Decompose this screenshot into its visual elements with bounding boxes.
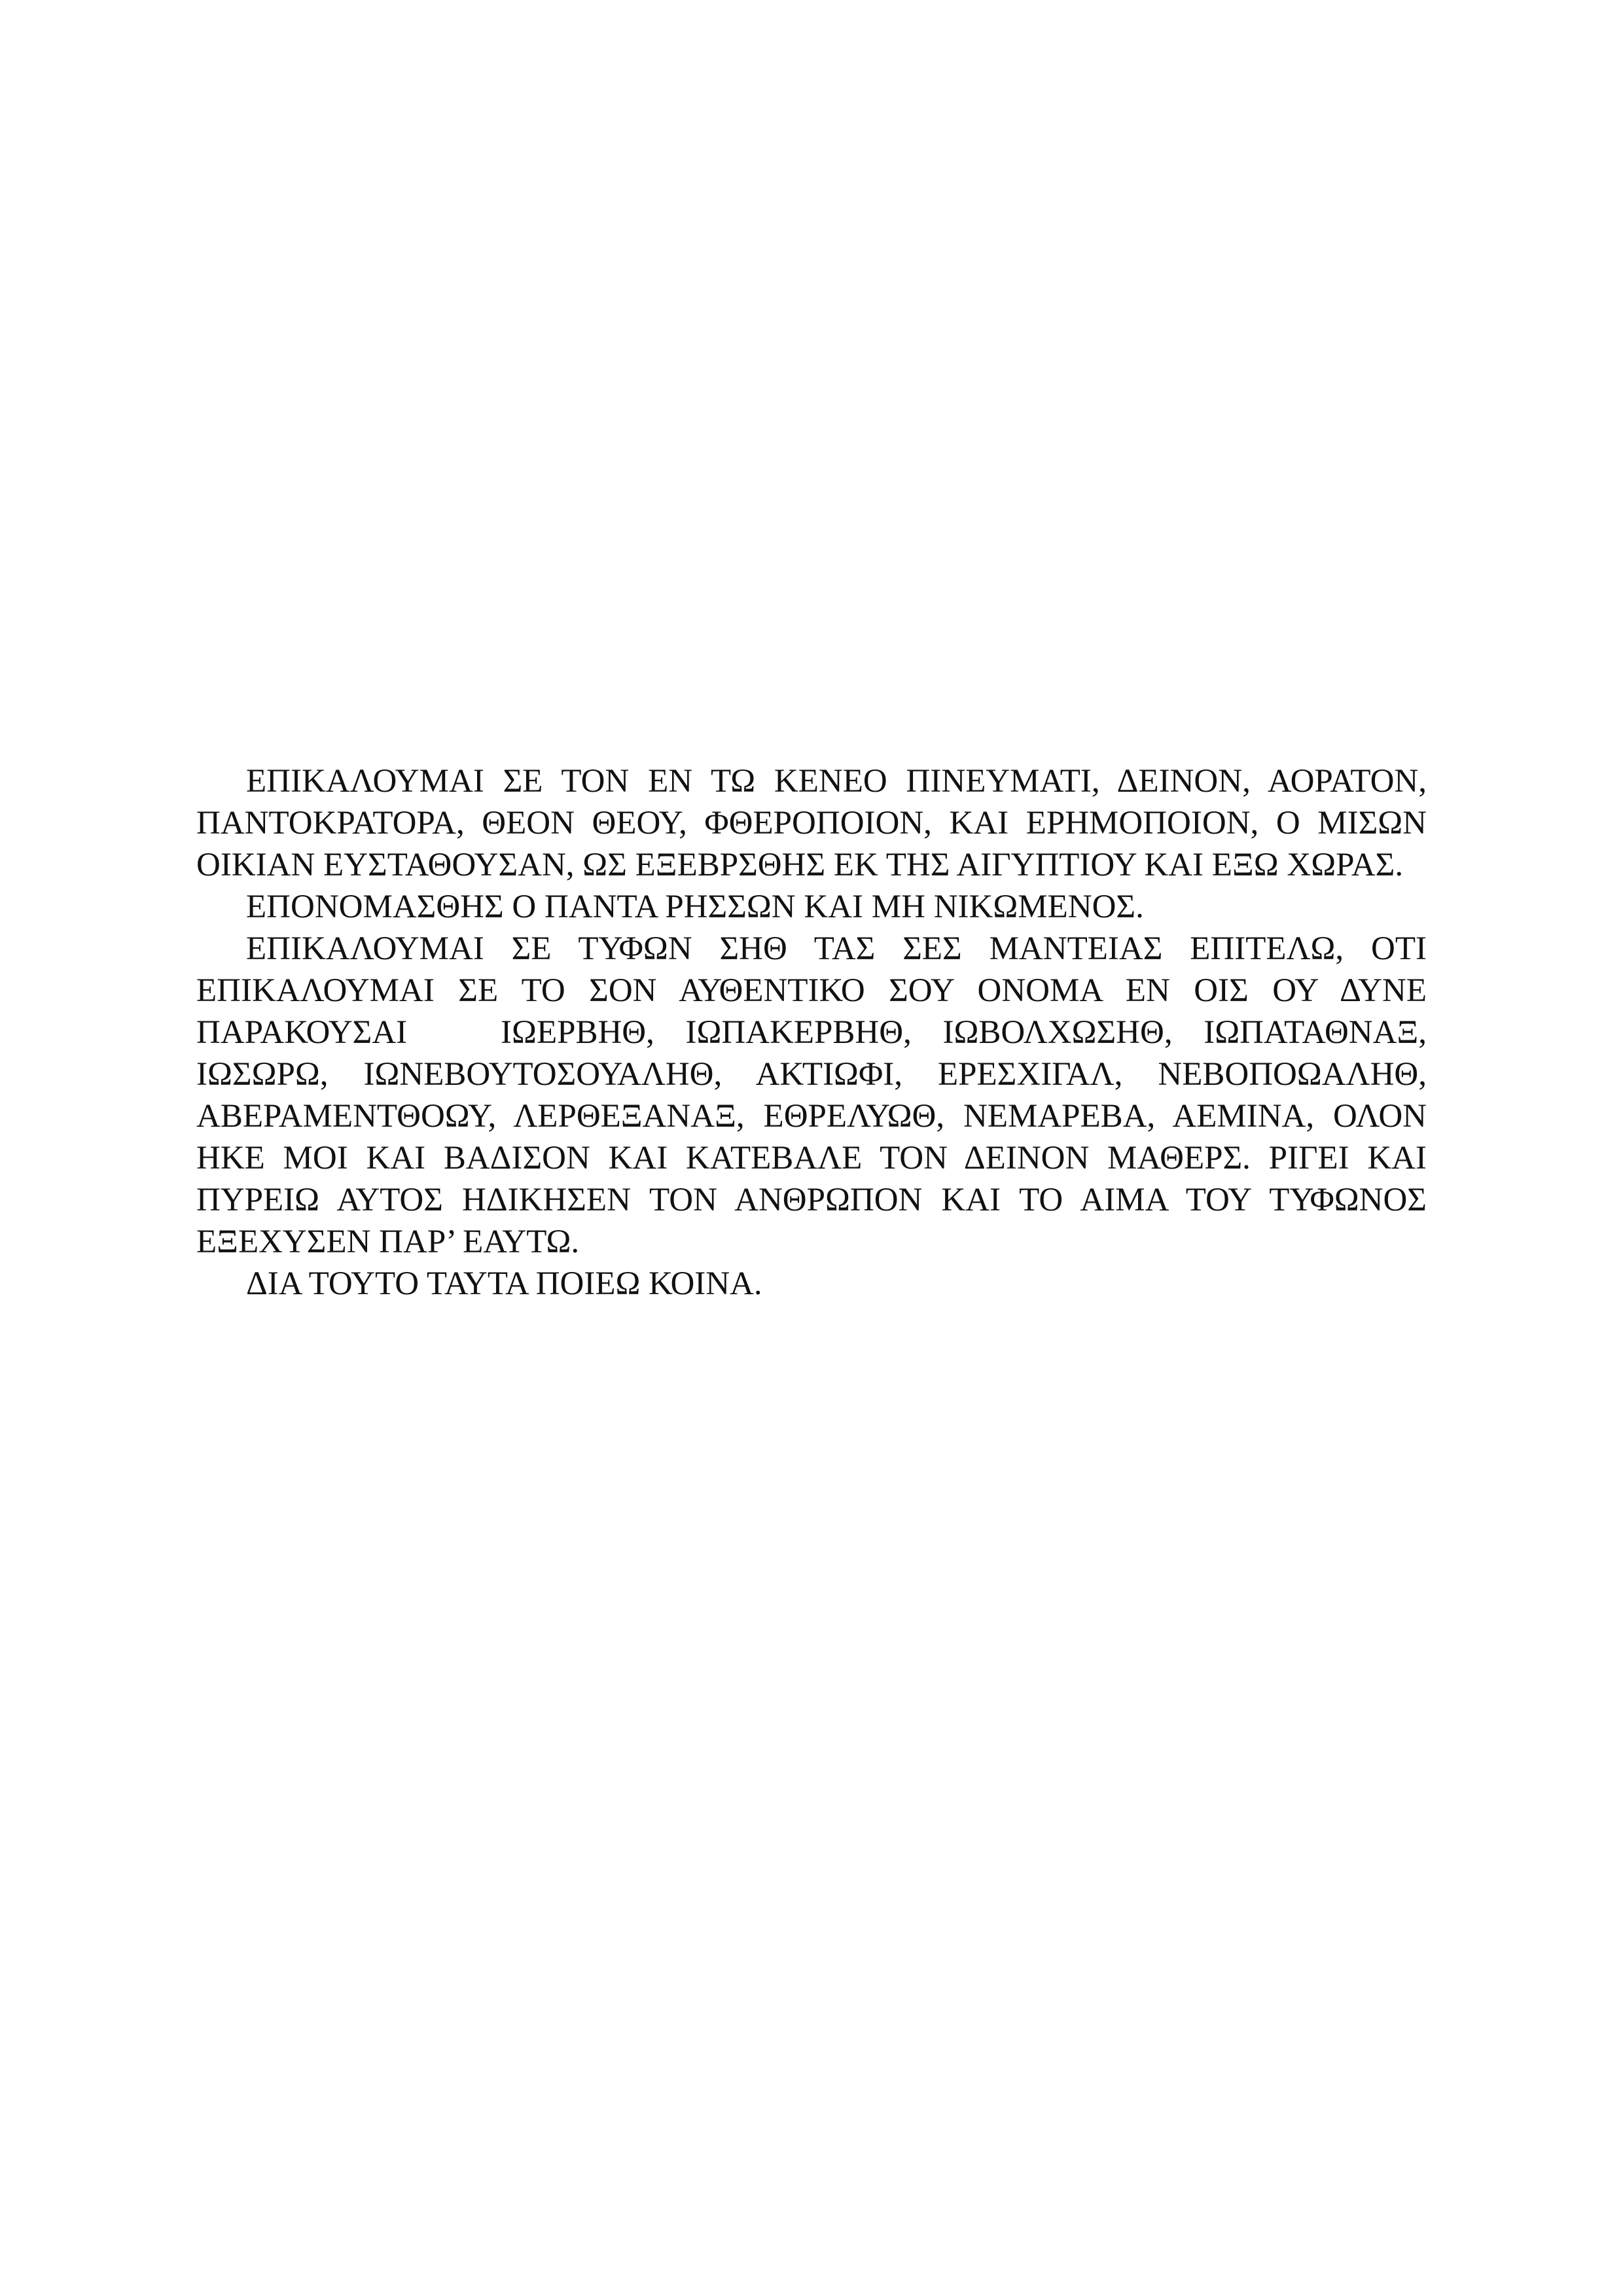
paragraph-typhon-invocation: ΕΠΙΚΑΛΟΥΜΑΙ ΣΕ ΤΥΦΩΝ ΣΗΘ ΤΑΣ ΣΕΣ ΜΑΝΤΕΙΑΣ ΕΠΙΤΕΛΩ, ΟΤΙ ΕΠΙΚΑΛΟΥΜΑΙ ΣΕ ΤΟ ΣΟΝ ΑΥΘΕΝΤΙΚΟ ΣΟΥ ΟΝΟΜΑ ΕΝ ΟΙΣ ΟΥ ΔΥΝΕ ΠΑΡΑΚΟΥΣΑΙ ΙΩΕΡΒΗΘ, ΙΩΠΑΚΕΡΒΗΘ, ΙΩΒΟΛΧΩΣΗΘ, ΙΩΠΑΤΑΘΝΑΞ, ΙΩΣΩΡΩ, ΙΩΝΕΒΟΥΤΟΣΟΥΑΛΗΘ, ΑΚΤΙΩΦΙ, ΕΡΕΣΧΙΓΑΛ, ΝΕΒΟΠΟΩΑΛΗΘ, ΑΒΕΡΑΜΕΝΤΘΟΩΥ, ΛΕΡΘΕΞΑΝΑΞ, ΕΘΡΕΛΥΩΘ, ΝΕΜΑΡΕΒΑ, ΑΕΜΙΝΑ, ΟΛΟΝ ΗΚΕ ΜΟΙ ΚΑΙ ΒΑΔΙΣΟΝ ΚΑΙ ΚΑΤΕΒΑΛΕ ΤΟΝ ΔΕΙΝΟΝ ΜΑΘΕΡΣ. ΡΙΓΕΙ ΚΑΙ ΠΥΡΕΙΩ ΑΥΤΟΣ ΗΔΙΚΗΣΕΝ ΤΟΝ ΑΝΘΡΩΠΟΝ ΚΑΙ ΤΟ ΑΙΜΑ ΤΟΥ ΤΥΦΩΝΟΣ ΕΞΕΧΥΣΕΝ ΠΑΡ’ ΕΑΥΤΩ.	[196, 930, 1435, 1260]
paragraph-invocation: ΕΠΙΚΑΛΟΥΜΑΙ ΣΕ ΤΟΝ ΕΝ ΤΩ ΚΕΝΕΟ ΠΙΝΕΥΜΑΤΙ, ΔΕΙΝΟΝ, ΑΟΡΑΤΟΝ, ΠΑΝΤΟΚΡΑΤΟΡΑ, ΘΕΟΝ ΘΕΟΥ, ΦΘΕΡΟΠΟΙΟΝ, ΚΑΙ ΕΡΗΜΟΠΟΙΟΝ, Ο ΜΙΣΩΝ ΟΙΚΙΑΝ ΕΥΣΤΑΘΟΥΣΑΝ, ΩΣ ΕΞΕΒΡΣΘΗΣ ΕΚ ΤΗΣ ΑΙΓΥΠΤΙΟΥ ΚΑΙ ΕΞΩ ΧΩΡΑΣ.	[196, 763, 1435, 883]
incantation-text-block	[196, 760, 1435, 1305]
paragraph-closing: ΔΙΑ ΤΟΥΤΟ ΤΑΥΤΑ ΠΟΙΕΩ ΚΟΙΝΑ.	[246, 1265, 762, 1302]
paragraph-naming: ΕΠΟΝΟΜΑΣΘΗΣ Ο ΠΑΝΤΑ ΡΗΣΣΩΝ ΚΑΙ ΜΗ ΝΙΚΩΜΕΝΟΣ.	[246, 889, 1144, 925]
